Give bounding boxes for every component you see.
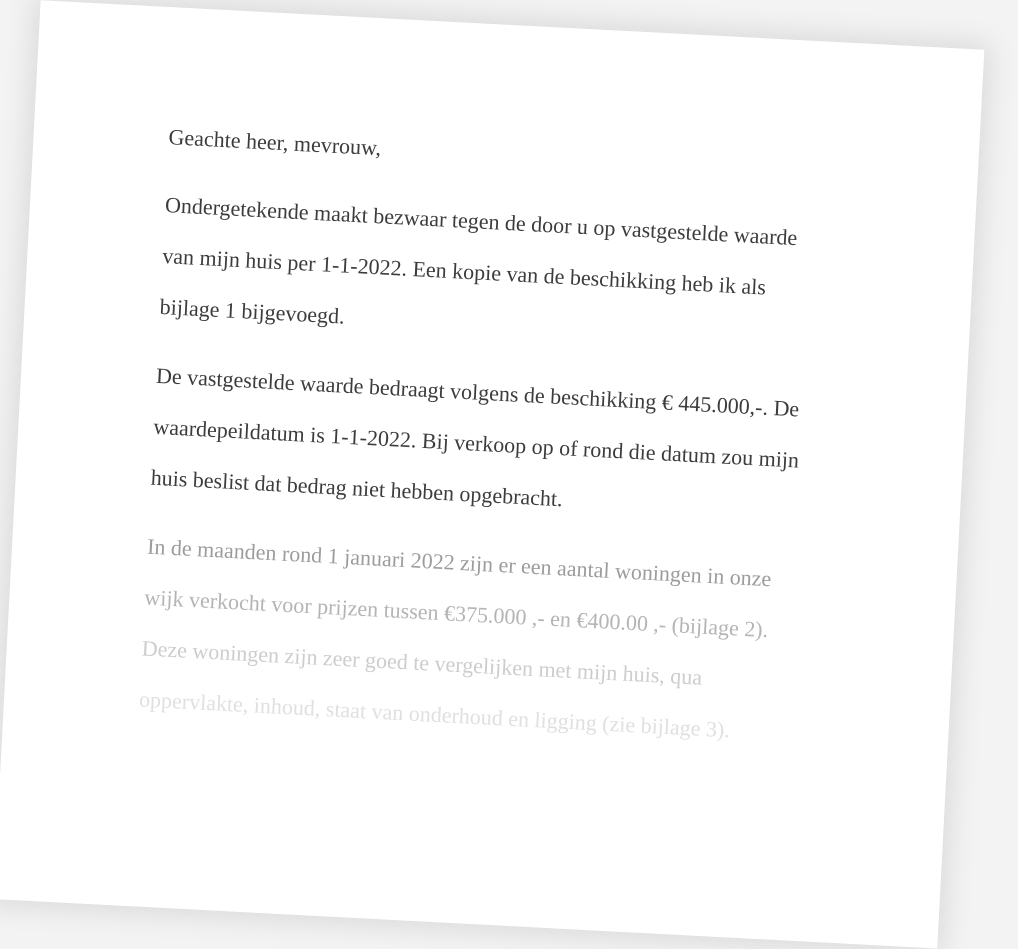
paragraph-assessed-value (150, 350, 857, 539)
paragraph-line: In de maanden rond 1 januari 2022 zijn er een aantal woningen in onze (146, 533, 772, 592)
paragraph-line: Ondergetekende maakt bezwaar tegen de door u op vastgestelde waarde (164, 192, 798, 251)
paragraph-line: De vastgestelde waarde bedraagt volgens de beschikking € 445.000,-. De (155, 362, 800, 422)
letter-greeting: Geachte heer, mevrouw, (168, 124, 382, 161)
paragraph-line: van mijn huis per 1-1-2022. Een kopie van de beschikking heb ik als (161, 243, 767, 300)
paragraph-line: Deze woningen zijn zeer goed te vergelijken met mijn huis, qua (141, 635, 703, 690)
paragraph-comparable-sales (138, 521, 848, 761)
paragraph-line: huis beslist dat bedrag niet hebben opgebracht. (150, 464, 564, 512)
paragraph-line: oppervlakte, inhoud, staat van onderhoud en ligging (zie bijlage 3). (138, 686, 731, 743)
paragraph-objection (158, 179, 865, 368)
paragraph-line: waardepeildatum is 1-1-2022. Bij verkoop op of rond die datum zou mijn (152, 413, 800, 473)
paragraph-line: wijk verkocht voor prijzen tussen €375.000 ,- en €400.00 ,- (bijlage 2). (143, 584, 769, 643)
paragraph-line: bijlage 1 bijgevoegd. (159, 293, 346, 329)
letter-body (137, 117, 869, 779)
